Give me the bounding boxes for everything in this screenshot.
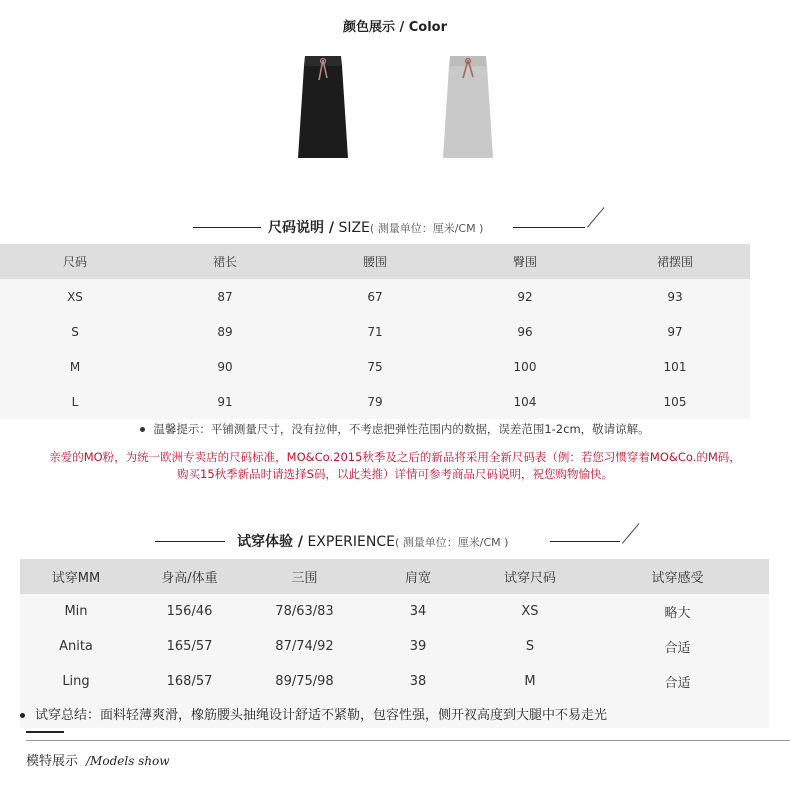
size-header-cell: 裙摆围 (600, 244, 750, 279)
size-table (0, 244, 750, 419)
table-row (0, 349, 750, 384)
experience-cell: 168/57 (166, 674, 213, 689)
size-cell: 75 (367, 359, 383, 374)
size-cell: 92 (517, 289, 533, 304)
size-cell: 67 (367, 289, 383, 304)
experience-cell: 87/74/92 (275, 639, 334, 654)
bullet-icon (20, 713, 25, 718)
size-cell: 97 (667, 324, 683, 339)
models-section-title: 模特展示 /Models show (26, 754, 170, 769)
models-accent-bar (26, 731, 64, 733)
grey-skirt-image (440, 52, 496, 162)
size-cell: L (71, 394, 79, 409)
measurement-tip: 温馨提示：平铺测量尺寸，没有拉伸，不考虑把弹性范围内的数据，误差范围1-2cm，敬请谅解。 (0, 421, 790, 437)
color-section-title: 颜色展示 / Color (342, 20, 448, 35)
size-cell: S (71, 324, 79, 339)
experience-cell: Min (64, 604, 88, 619)
size-header-left-line (193, 227, 261, 228)
size-cell: 87 (217, 289, 233, 304)
size-notice-line-1: 亲爱的MO粉，为统一欧洲专卖店的尺码标准，MO&Co.2015秋季及之后的新品将采用全新尺码表（例：若您习惯穿着MO&Co.的M码， (49, 450, 741, 464)
size-header-right-line (513, 227, 585, 228)
experience-cell: 89/75/98 (275, 674, 334, 689)
experience-header-cell: 三围 (247, 559, 362, 594)
table-row (0, 279, 750, 314)
size-cell: 101 (663, 359, 687, 374)
experience-header-cell: 试穿尺码 (474, 559, 586, 594)
experience-section-header (0, 531, 790, 553)
experience-cell: Anita (59, 639, 93, 654)
experience-cell: M (524, 674, 536, 689)
experience-cell: 39 (409, 639, 427, 654)
experience-table-header (20, 559, 769, 594)
size-cell: 100 (513, 359, 537, 374)
experience-cell: Ling (62, 674, 90, 689)
size-cell: 90 (217, 359, 233, 374)
experience-cell: 合适 (664, 641, 691, 656)
models-divider (26, 740, 790, 741)
size-cell: 93 (667, 289, 683, 304)
experience-header-right-line (550, 541, 620, 542)
experience-cell: 156/46 (166, 604, 213, 619)
experience-cell: 165/57 (166, 639, 213, 654)
size-cell: 91 (217, 394, 233, 409)
experience-cell: 合适 (664, 676, 691, 691)
size-cell: XS (67, 289, 83, 304)
size-section-title: 尺码说明 / SIZE( 测量单位：厘米/CM ) (268, 220, 484, 236)
size-header-cell: 尺码 (0, 244, 150, 279)
size-section-header (0, 217, 790, 239)
size-cell: 89 (217, 324, 233, 339)
size-cell: 105 (663, 394, 687, 409)
experience-header-cell: 试穿感受 (586, 559, 769, 594)
table-row (20, 594, 769, 629)
experience-table (20, 559, 769, 699)
table-row (20, 629, 769, 664)
size-header-slash (587, 207, 604, 228)
experience-header-slash (622, 523, 639, 544)
experience-cell: 略大 (664, 606, 691, 621)
experience-header-cell: 身高/体重 (132, 559, 247, 594)
fit-summary: 试穿总结：面料轻薄爽滑，橡筋腰头抽绳设计舒适不紧勒，包容性强，侧开衩高度到大腿中不易走光 (20, 704, 607, 723)
table-row (0, 384, 750, 419)
experience-cell: S (525, 639, 535, 654)
experience-header-left-line (155, 541, 225, 542)
size-cell: 104 (513, 394, 537, 409)
experience-section-title: 试穿体验 / EXPERIENCE( 测量单位：厘米/CM ) (237, 534, 509, 550)
table-row (0, 314, 750, 349)
experience-cell: 34 (409, 604, 427, 619)
black-skirt-image (295, 52, 351, 162)
experience-cell: XS (521, 604, 539, 619)
experience-cell: 38 (409, 674, 427, 689)
experience-cell: 78/63/83 (275, 604, 334, 619)
size-cell: 71 (367, 324, 383, 339)
bullet-icon (140, 427, 145, 432)
experience-header-cell: 试穿MM (20, 559, 132, 594)
size-cell: 79 (367, 394, 383, 409)
size-cell: 96 (517, 324, 533, 339)
size-notice-line-2: 购买15秋季新品时请选择S码，以此类推）详情可参考商品尺码说明，祝您购物愉快。 (177, 467, 613, 481)
experience-header-cell: 肩宽 (362, 559, 474, 594)
size-cell: M (69, 359, 81, 374)
size-header-cell: 裙长 (150, 244, 300, 279)
size-header-cell: 臀围 (450, 244, 600, 279)
size-header-cell: 腰围 (300, 244, 450, 279)
size-table-header (0, 244, 750, 279)
